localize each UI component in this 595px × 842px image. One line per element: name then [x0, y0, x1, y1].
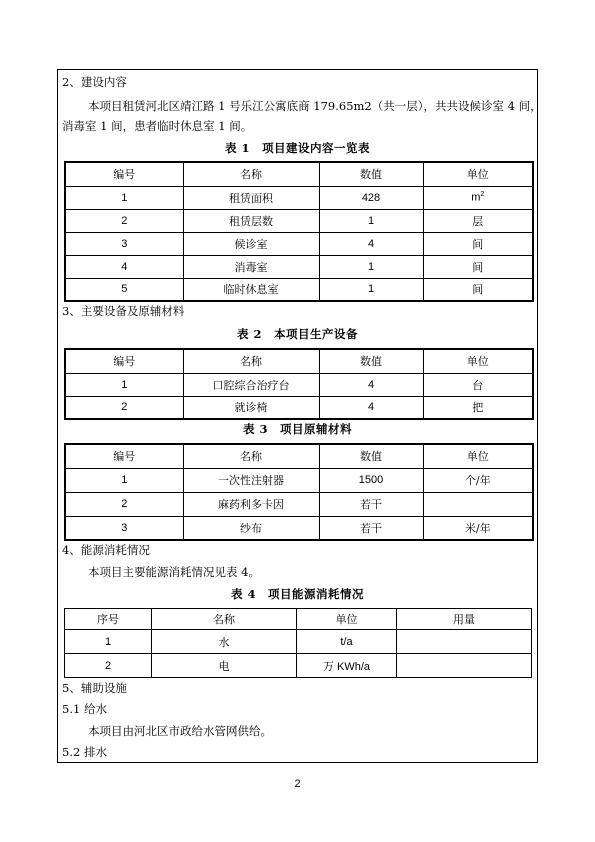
table-cell — [423, 492, 533, 516]
table-cell: 1 — [319, 278, 423, 301]
table-cell: 4 — [319, 396, 423, 419]
table-header-cell: 用量 — [397, 609, 532, 630]
section-4-heading: 4、能源消耗情况 — [62, 543, 150, 557]
table-cell: 2 — [65, 654, 152, 678]
table-row — [65, 492, 533, 516]
table-cell: 个/年 — [423, 468, 533, 492]
section-5-1-heading: 5.1 给水 — [62, 702, 107, 716]
table-header-cell: 单位 — [297, 609, 397, 630]
table-cell: 纱布 — [183, 516, 319, 540]
table-cell: 4 — [319, 232, 423, 255]
table-3 — [64, 443, 534, 541]
section-2-paragraph-line2: 消毒室 1 间，患者临时休息室 1 间。 — [62, 119, 253, 133]
table-row — [65, 162, 533, 186]
table-row — [65, 373, 533, 396]
table-cell: 电 — [152, 654, 297, 678]
table-row — [65, 349, 533, 373]
table-cell: 1 — [65, 186, 183, 209]
section-3-heading: 3、主要设备及原辅材料 — [62, 304, 185, 318]
table-cell: 若干 — [319, 492, 423, 516]
unit-base: m — [471, 191, 481, 204]
table-cell: 临时休息室 — [183, 278, 319, 301]
table-header-cell: 数值 — [319, 444, 423, 468]
table-row — [65, 630, 532, 654]
table-cell: 水 — [152, 630, 297, 654]
table-cell: 一次性注射器 — [183, 468, 319, 492]
table-cell: 1 — [65, 373, 183, 396]
table-cell: 口腔综合治疗台 — [183, 373, 319, 396]
table-cell: 租赁面积 — [183, 186, 319, 209]
section-2-heading: 2、建设内容 — [62, 75, 127, 89]
table-cell: 台 — [423, 373, 533, 396]
table-header-cell: 单位 — [423, 444, 533, 468]
table-row — [65, 396, 533, 419]
table-cell: 米/年 — [423, 516, 533, 540]
table-cell: 1 — [65, 630, 152, 654]
table-header-cell: 单位 — [423, 162, 533, 186]
table-cell: 间 — [423, 255, 533, 278]
table-cell: 2 — [65, 396, 183, 419]
table-cell: 3 — [65, 232, 183, 255]
table-cell — [397, 654, 532, 678]
table-cell: 租赁层数 — [183, 209, 319, 232]
table-cell — [397, 630, 532, 654]
table-1 — [64, 161, 534, 302]
section-4-paragraph: 本项目主要能源消耗情况见表 4。 — [88, 565, 260, 579]
table-cell: 把 — [423, 396, 533, 419]
table-row — [65, 516, 533, 540]
table-header-cell: 编号 — [65, 444, 183, 468]
table-header-cell: 数值 — [319, 162, 423, 186]
section-5-heading: 5、辅助设施 — [62, 681, 127, 695]
table-cell: 2 — [65, 209, 183, 232]
table-cell: 4 — [319, 373, 423, 396]
table-1-caption: 表 1 项目建设内容一览表 — [224, 141, 370, 155]
table-cell: 2 — [65, 492, 183, 516]
section-2-paragraph-line1: 本项目租赁河北区靖江路 1 号乐江公寓底商 179.65m2（共一层），共共设候诊室 4 间， — [88, 99, 542, 113]
table-cell: 1500 — [319, 468, 423, 492]
section-5-2-heading: 5.2 排水 — [62, 745, 107, 759]
table-header-cell: 名称 — [183, 162, 319, 186]
table-header-cell: 序号 — [65, 609, 152, 630]
table-cell: 5 — [65, 278, 183, 301]
table-3-caption: 表 3 项目原辅材料 — [242, 422, 352, 436]
table-cell: 1 — [319, 255, 423, 278]
table-4-caption: 表 4 项目能源消耗情况 — [230, 587, 364, 601]
table-cell: 3 — [65, 516, 183, 540]
table-cell: 候诊室 — [183, 232, 319, 255]
table-cell: 若干 — [319, 516, 423, 540]
table-row — [65, 255, 533, 278]
table-row — [65, 278, 533, 301]
table-cell: 间 — [423, 232, 533, 255]
table-2-caption: 表 2 本项目生产设备 — [236, 327, 358, 341]
table-row — [65, 468, 533, 492]
table-header-cell: 编号 — [65, 162, 183, 186]
table-cell: 麻药利多卡因 — [183, 492, 319, 516]
table-header-cell: 编号 — [65, 349, 183, 373]
table-row — [65, 232, 533, 255]
table-cell: 层 — [423, 209, 533, 232]
table-cell: 消毒室 — [183, 255, 319, 278]
table-2 — [64, 348, 534, 420]
table-4 — [64, 608, 532, 678]
table-cell: t/a — [297, 630, 397, 654]
table-cell: 1 — [319, 209, 423, 232]
table-row — [65, 444, 533, 468]
table-cell-unit — [423, 186, 533, 209]
table-cell: 万 KWh/a — [297, 654, 397, 678]
table-cell: 就诊椅 — [183, 396, 319, 419]
table-header-cell: 单位 — [423, 349, 533, 373]
table-row — [65, 209, 533, 232]
table-row — [65, 186, 533, 209]
table-row — [65, 654, 532, 678]
table-header-cell: 名称 — [183, 349, 319, 373]
section-5-1-paragraph: 本项目由河北区市政给水管网供给。 — [88, 724, 272, 738]
table-cell: 4 — [65, 255, 183, 278]
table-cell: 1 — [65, 468, 183, 492]
table-cell: 间 — [423, 278, 533, 301]
table-header-cell: 名称 — [152, 609, 297, 630]
table-header-cell: 数值 — [319, 349, 423, 373]
table-cell: 428 — [319, 186, 423, 209]
page-number: 2 — [294, 778, 301, 790]
table-header-cell: 名称 — [183, 444, 319, 468]
table-row — [65, 609, 532, 630]
unit-superscript: 2 — [480, 191, 485, 199]
